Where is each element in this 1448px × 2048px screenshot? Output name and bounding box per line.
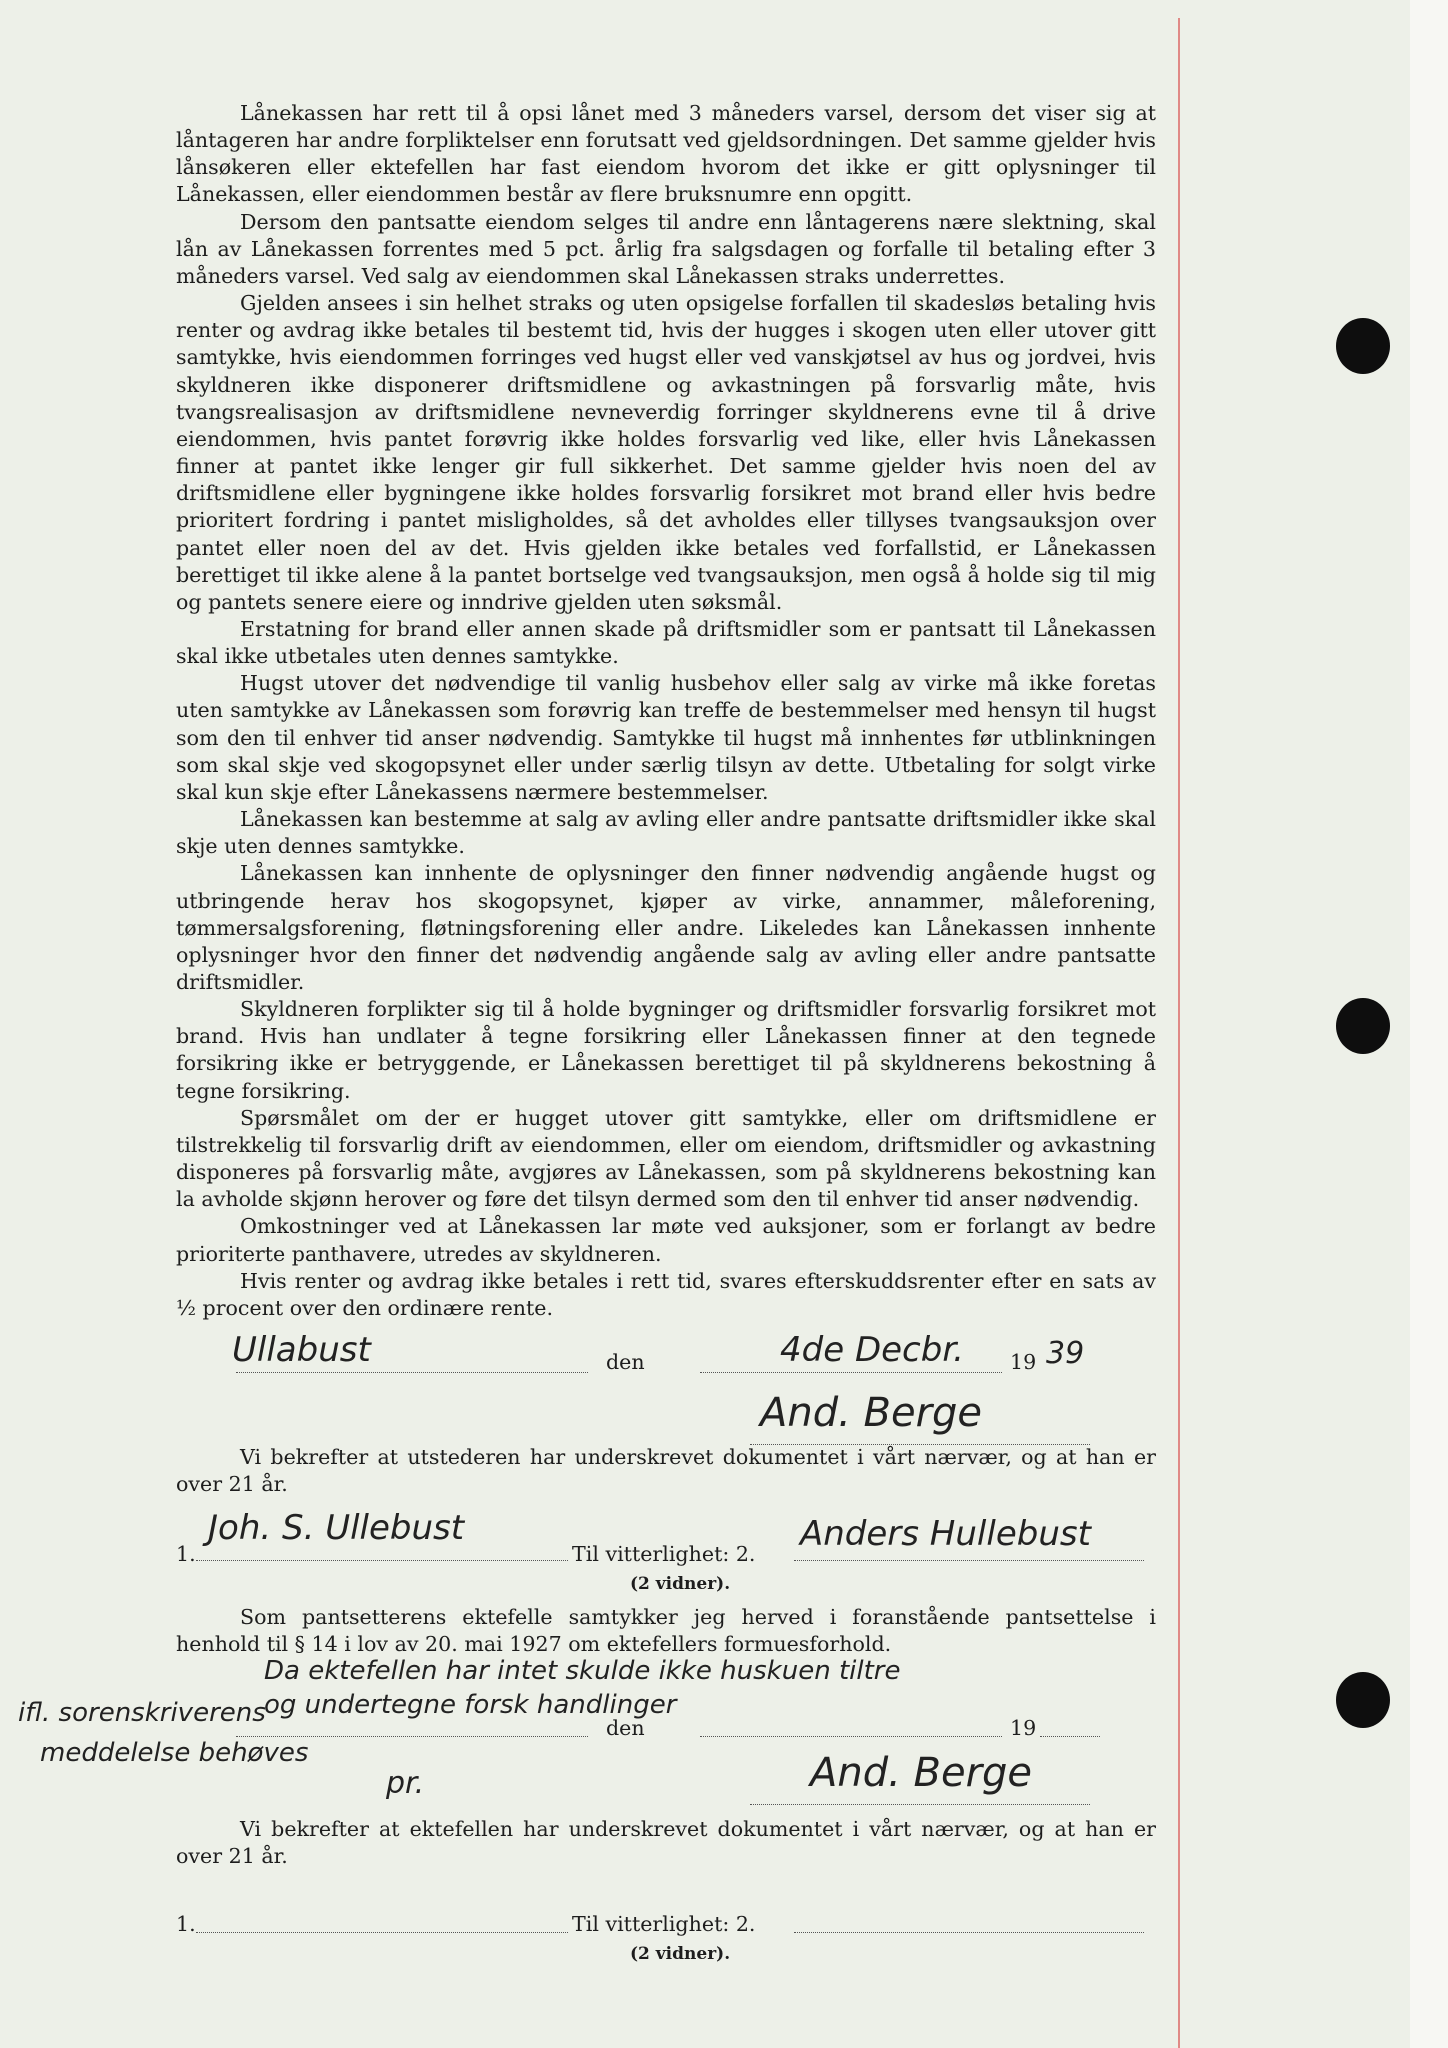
witness-2-line	[794, 1932, 1144, 1933]
witness-1-line	[196, 1560, 568, 1561]
witness-label: Til vitterlighet: 2.	[572, 1542, 756, 1566]
paragraph: Lånekassen har rett til å opsi lånet med 3 måneders varsel, dersom det viser sig at låntageren har andre forpliktelser enn forutsatt ved gjeldsordningen. Det samme gjelder hvis lånsøkeren eller ektefellen har fast eiendom hvorom det ikke er gitt oplysninger til Lånekassen, eller eiendommen består av flere bruksnumre enn opgitt.	[176, 101, 1156, 207]
paragraph: Lånekassen kan bestemme at salg av avling eller andre pantsatte driftsmidler ikke skal skje uten dennes samtykke.	[176, 807, 1156, 859]
paragraph: Hvis renter og avdrag ikke betales i rett tid, svares efterskuddsrenter efter en sats av ½ procent over den ordinære rente.	[176, 1268, 1156, 1320]
terms-text	[176, 100, 1156, 1322]
paragraph: Dersom den pantsatte eiendom selges til andre enn låntagerens nære slektning, skal lån av Lånekassen forrentes med 5 pct. årlig fra salgsdagen og forfalle til betaling efter 3 måneders varsel. Ved salg av eiendommen skal Lånekassen straks underrettes.	[176, 209, 1156, 288]
red-margin-line	[1178, 18, 1180, 2048]
witness-number-1: 1.	[176, 1542, 196, 1566]
handwritten-note-line-2: og undertegne forsk handlinger	[264, 1690, 677, 1720]
paragraph: Spørsmålet om der er hugget utover gitt samtykke, eller om driftsmidlene er tilstrekkelig til forsvarlig drift av eiendommen, eller om eiendom, driftsmidler og avkastning disponeres på forsvarlig måte, avgjøres av Lånekassen, som på skyldnerens bekostning kan la avholde skjønn herover og føre det tilsyn dermed som den til enhver tid anser nødvendig.	[176, 1105, 1156, 1212]
signature-place: Ullabust	[232, 1330, 371, 1370]
paragraph: Hugst utover det nødvendige til vanlig husbehov eller salg av virke må ikke foretas uten samtykke av Lånekassen som forøvrig kan treffe de bestemmelser med hensyn til hugst som den til enhver tid anser nødvendig. Samtykke til hugst må innhentes før utblinkningen som skal skje ved skogopsynet eller under særlig tilsyn av dette. Utbetaling for solgt virke skal kun skje efter Lånekassens nærmere bestemmelser.	[176, 671, 1156, 804]
witness-label: Til vitterlighet: 2.	[572, 1912, 756, 1936]
debtor-signature: And. Berge	[760, 1390, 983, 1436]
margin-note-line-1: ifl. sorenskriverens	[18, 1698, 266, 1728]
punch-hole-icon	[1336, 318, 1390, 374]
year-prefix: 19	[1010, 1350, 1037, 1374]
year-line	[1040, 1736, 1100, 1737]
witness-confirmation-2: Vi bekrefter at ektefellen har underskrevet dokumentet i vårt nærvær, og at han er over 21 år.	[176, 1817, 1156, 1869]
place-line	[236, 1736, 588, 1737]
paragraph: Erstatning for brand eller annen skade på driftsmidler som er pantsatt til Lånekassen skal ikke utbetales uten dennes samtykke.	[176, 616, 1156, 669]
witness-count-note: (2 vidner).	[630, 1944, 731, 1964]
witness-count-note: (2 vidner).	[630, 1574, 731, 1594]
witness-1-signature: Joh. S. Ullebust	[208, 1508, 465, 1548]
witness-2-signature: Anders Hullebust	[800, 1514, 1091, 1554]
witness-1-line	[196, 1932, 568, 1933]
paragraph: Skyldneren forplikter sig til å holde bygninger og driftsmidler forsvarlig forsikret mot brand. Hvis han undlater å tegne forsikring eller Lånekassen finner at den tegnede forsikring ikke er betryggende, er Lånekassen berettiget til på skyldnerens bekostning å tegne forsikring.	[176, 997, 1156, 1103]
handwritten-note-line-1: Da ektefellen har intet skulde ikke huskuen tiltre	[264, 1656, 901, 1686]
year-suffix: 39	[1046, 1336, 1085, 1371]
paragraph: Gjelden ansees i sin helhet straks og uten opsigelse forfallen til skadesløs betaling hvis renter og avdrag ikke betales til bestemt tid, hvis der hugges i skogen uten eller utover gitt samtykke, hvis eiendommen forringes ved hugst eller ved vanskjøtsel av hus og jordvei, hvis skyldneren ikke disponerer driftsmidlene og avkastningen på forsvarlig måte, hvis tvangsrealisasjon av driftsmidlene nevneverdig forringer skyldnerens evne til å drive eiendommen, hvis pantet forøvrig ikke holdes forsvarlig ved like, eller hvis Lånekassen finner at pantet ikke lenger gir full sikkerhet. Det samme gjelder hvis noen del av driftsmidlene eller bygningene ikke holdes forsvarlig forsikret mot brand eller hvis bedre prioritert fordring i pantet misligholdes, så det avholdes eller tillyses tvangsauksjon over pantet eller noen del av det. Hvis gjelden ikke betales ved forfallstid, er Lånekassen berettiget til ikke alene å la pantet bortselge ved tvangsauksjon, men også å holde sig til mig og pantets senere eiere og inndrive gjelden uten søksmål.	[176, 291, 1156, 614]
margin-note-line-2: meddelelse behøves	[40, 1738, 309, 1768]
punch-hole-icon	[1336, 998, 1390, 1054]
per-mark: pr.	[386, 1766, 425, 1801]
witness-2-line	[794, 1560, 1144, 1561]
date-line	[700, 1736, 1002, 1737]
spouse-signature: And. Berge	[810, 1750, 1033, 1796]
year-prefix: 19	[1010, 1716, 1037, 1740]
spouse-consent: Som pantsetterens ektefelle samtykker jeg herved i foranstående pantsettelse i henhold til § 14 i lov av 20. mai 1927 om ektefellers formuesforhold.	[176, 1605, 1156, 1657]
signature-date: 4de Decbr.	[780, 1330, 964, 1370]
paragraph: Omkostninger ved at Lånekassen lar møte ved auksjoner, som er forlangt av bedre prioriterte panthavere, utredes av skyldneren.	[176, 1214, 1156, 1266]
place-line	[236, 1372, 588, 1373]
witness-confirmation-1: Vi bekrefter at utstederen har underskrevet dokumentet i vårt nærvær, og at han er over 21 år.	[176, 1445, 1156, 1497]
paragraph: Lånekassen kan innhente de oplysninger den finner nødvendig angående hugst og utbringende herav hos skogopsynet, kjøper av virke, annammer, måleforening, tømmersalgsforening, fløtningsforening eller andre. Likeledes kan Lånekassen innhente oplysninger hvor den finner det nødvendig angående salg av avling eller andre pantsatte driftsmidler.	[176, 861, 1156, 994]
date-line	[700, 1372, 1002, 1373]
punch-hole-icon	[1336, 1672, 1390, 1728]
signature-line	[750, 1804, 1090, 1805]
den-label: den	[606, 1716, 645, 1740]
den-label: den	[606, 1350, 645, 1374]
witness-number-1: 1.	[176, 1912, 196, 1936]
page-edge	[1410, 0, 1448, 2048]
